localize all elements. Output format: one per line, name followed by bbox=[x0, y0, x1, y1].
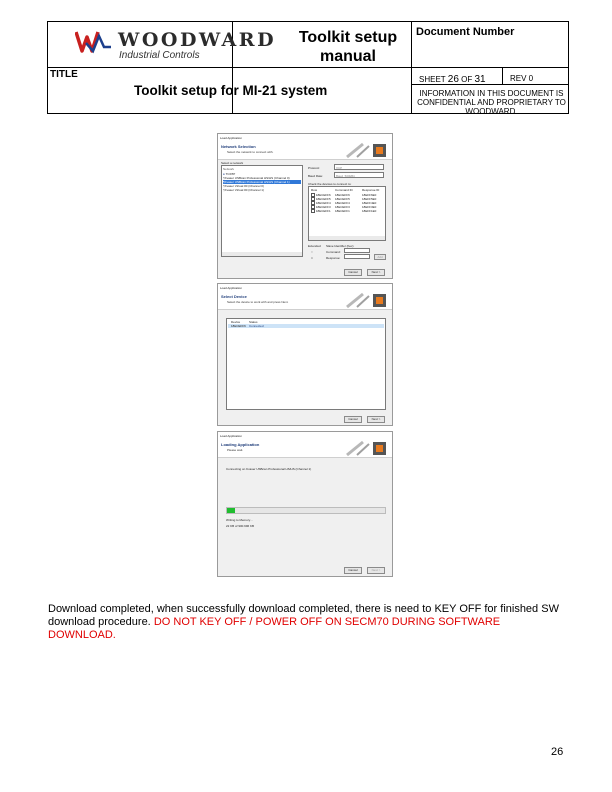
protocol-value: XCP bbox=[336, 166, 343, 170]
column-header: Row bbox=[311, 188, 318, 192]
dialog-heading: Select Device bbox=[221, 294, 247, 299]
sheet-info bbox=[419, 74, 486, 85]
next-button[interactable]: Next > bbox=[367, 416, 385, 423]
radio-button[interactable]: ○ bbox=[311, 250, 313, 254]
cancel-button[interactable]: Cancel bbox=[344, 416, 362, 423]
response-id: 18EFF5E0 bbox=[362, 197, 377, 201]
device-table bbox=[308, 186, 386, 241]
sheet-of: OF bbox=[461, 75, 473, 84]
network-icon: ● bbox=[223, 172, 225, 176]
logo-name: WOODWARD bbox=[118, 29, 277, 51]
header-divider bbox=[48, 67, 568, 68]
extended-label: Extended bbox=[308, 244, 321, 248]
network-selection-dialog bbox=[217, 133, 393, 279]
cancel-button[interactable]: Cancel bbox=[344, 269, 362, 276]
add-button[interactable]: Add bbox=[374, 254, 386, 260]
revision: REV 0 bbox=[510, 74, 534, 83]
header-divider bbox=[411, 22, 412, 114]
header-divider bbox=[502, 68, 503, 84]
network-item-label: Kvaser USBcan Professional HS/HS (Channel 1) bbox=[224, 180, 290, 184]
response-input[interactable] bbox=[344, 254, 370, 259]
tools-icon bbox=[343, 440, 389, 457]
device-checkbox[interactable] bbox=[311, 209, 315, 213]
dialog-subheading: Please wait. bbox=[227, 448, 244, 452]
warning-text: DO NOT KEY OFF / POWER OFF ON SECM70 DURING SOFTWARE DOWNLOAD. bbox=[48, 616, 501, 641]
document-header bbox=[47, 21, 569, 114]
next-button[interactable]: Next > bbox=[367, 567, 385, 574]
slave-identifier-label: Slave Identifier (hex) bbox=[326, 244, 354, 248]
dialog-heading: Network Selection bbox=[221, 144, 256, 149]
dialog-subheading: Select the device to work with and press Next. bbox=[227, 300, 289, 304]
cancel-button[interactable]: Cancel bbox=[344, 567, 362, 574]
network-icon: ¶ bbox=[223, 180, 225, 184]
row-id: 18ECEFF3 bbox=[315, 205, 331, 209]
protocol-select[interactable] bbox=[334, 164, 384, 170]
row-id: 18ECEFF1 bbox=[315, 209, 331, 213]
body-text: Download completed, when successfully download completed, there is need to KEY OFF for finished SW download procedure. bbox=[48, 603, 559, 628]
column-header: Device bbox=[231, 320, 241, 324]
column-header: Status bbox=[249, 320, 258, 324]
network-item-label: TCP/IP bbox=[225, 172, 236, 176]
baud-rate-select[interactable] bbox=[334, 172, 384, 178]
page-number: 26 bbox=[551, 746, 564, 758]
row-id: 18ECEFF6 bbox=[315, 193, 331, 197]
response-id: 18EFF3E0 bbox=[362, 205, 377, 209]
command-id: 18ECEFF1 bbox=[335, 209, 350, 213]
response-id: 18EFF1E0 bbox=[362, 209, 377, 213]
sheet-total: 31 bbox=[474, 74, 486, 85]
network-item-label: Kvaser Virtual #0 (Channel 0) bbox=[224, 184, 264, 188]
response-id: 18EFF6E0 bbox=[362, 193, 377, 197]
loading-application-dialog bbox=[217, 431, 393, 577]
network-list[interactable] bbox=[221, 165, 303, 257]
writing-status: Writing to Memory... bbox=[226, 518, 253, 522]
dialog-banner bbox=[218, 440, 392, 458]
confidential-notice: INFORMATION IN THIS DOCUMENT IS CONFIDENTIAL AND PROPRIETARY TO WOODWARD. bbox=[417, 89, 566, 116]
next-button[interactable]: Next > bbox=[367, 269, 385, 276]
title-label: TITLE bbox=[50, 69, 78, 80]
command-id: 18ECEFF6 bbox=[335, 193, 350, 197]
command-id: 18ECEFF5 bbox=[335, 197, 350, 201]
command-id: 18ECEFF4 bbox=[335, 201, 350, 205]
network-icon: ¶ bbox=[223, 176, 225, 180]
column-header: Command ID bbox=[335, 188, 353, 192]
check-devices-label: Check the devices to connect to: bbox=[308, 182, 352, 186]
device-status: Connected bbox=[249, 324, 264, 328]
checkbox[interactable]: □ bbox=[311, 256, 313, 260]
body-paragraph bbox=[48, 603, 568, 642]
select-network-label: Select a network bbox=[221, 161, 244, 165]
network-item[interactable] bbox=[223, 188, 264, 192]
dialog-banner bbox=[218, 142, 392, 160]
window-title: Load Application bbox=[218, 134, 392, 142]
connecting-status: Connecting on Kvaser USBcan Professional HS/HS (Channel 1) bbox=[226, 467, 312, 471]
response-label: Response: bbox=[326, 256, 341, 260]
row-id: 18ECEFF4 bbox=[315, 201, 331, 205]
window-title: Load Application bbox=[218, 284, 392, 292]
command-id: 18ECEFF3 bbox=[335, 205, 350, 209]
sheet-number: 26 bbox=[447, 74, 459, 85]
baud-rate-value: Baud_500kBit bbox=[336, 174, 355, 178]
dialog-banner bbox=[218, 292, 392, 310]
network-column-header: Network bbox=[223, 167, 235, 171]
network-icon: ¶ bbox=[223, 184, 225, 188]
horizontal-scrollbar[interactable] bbox=[222, 252, 302, 256]
dialog-subheading: Select the network to connect with. bbox=[227, 150, 274, 154]
woodward-logo-icon bbox=[75, 29, 113, 54]
horizontal-scrollbar[interactable] bbox=[309, 236, 385, 240]
row-id: 18ECEFF5 bbox=[315, 197, 331, 201]
command-input[interactable] bbox=[344, 248, 370, 253]
sheet-label: SHEET bbox=[419, 75, 446, 84]
device-list[interactable] bbox=[226, 318, 386, 410]
select-device-dialog bbox=[217, 283, 393, 426]
logo-subtitle: Industrial Controls bbox=[119, 50, 200, 61]
protocol-label: Protocol: bbox=[308, 166, 320, 170]
dialog-heading: Loading Application bbox=[221, 442, 260, 447]
column-header: Response ID bbox=[362, 188, 380, 192]
network-item-label: Kvaser Virtual #0 (Channel 1) bbox=[224, 188, 264, 192]
document-number-label: Document Number bbox=[416, 26, 515, 38]
progress-bar bbox=[226, 507, 386, 514]
device-id: 18ECEFF6 bbox=[231, 324, 246, 328]
network-icon: ¶ bbox=[223, 188, 225, 192]
manual-title bbox=[285, 28, 411, 66]
manual-title-line2: manual bbox=[319, 48, 376, 65]
document-title: Toolkit setup for MI-21 system bbox=[134, 83, 328, 98]
response-id: 18EFF4E0 bbox=[362, 201, 377, 205]
command-label: Command: bbox=[326, 250, 341, 254]
transfer-size: 22 KB of 900.996 KB bbox=[226, 524, 255, 528]
network-item-label: Kvaser USBcan Professional HS/HS (Channel 0) bbox=[224, 176, 290, 180]
baud-rate-label: Baud Rate: bbox=[308, 174, 324, 178]
tools-icon bbox=[343, 142, 389, 159]
window-title: Load Application bbox=[218, 432, 392, 440]
manual-title-line1: Toolkit setup bbox=[298, 29, 398, 46]
table-row[interactable] bbox=[311, 209, 331, 213]
progress-fill bbox=[227, 508, 235, 513]
tools-icon bbox=[343, 292, 389, 309]
